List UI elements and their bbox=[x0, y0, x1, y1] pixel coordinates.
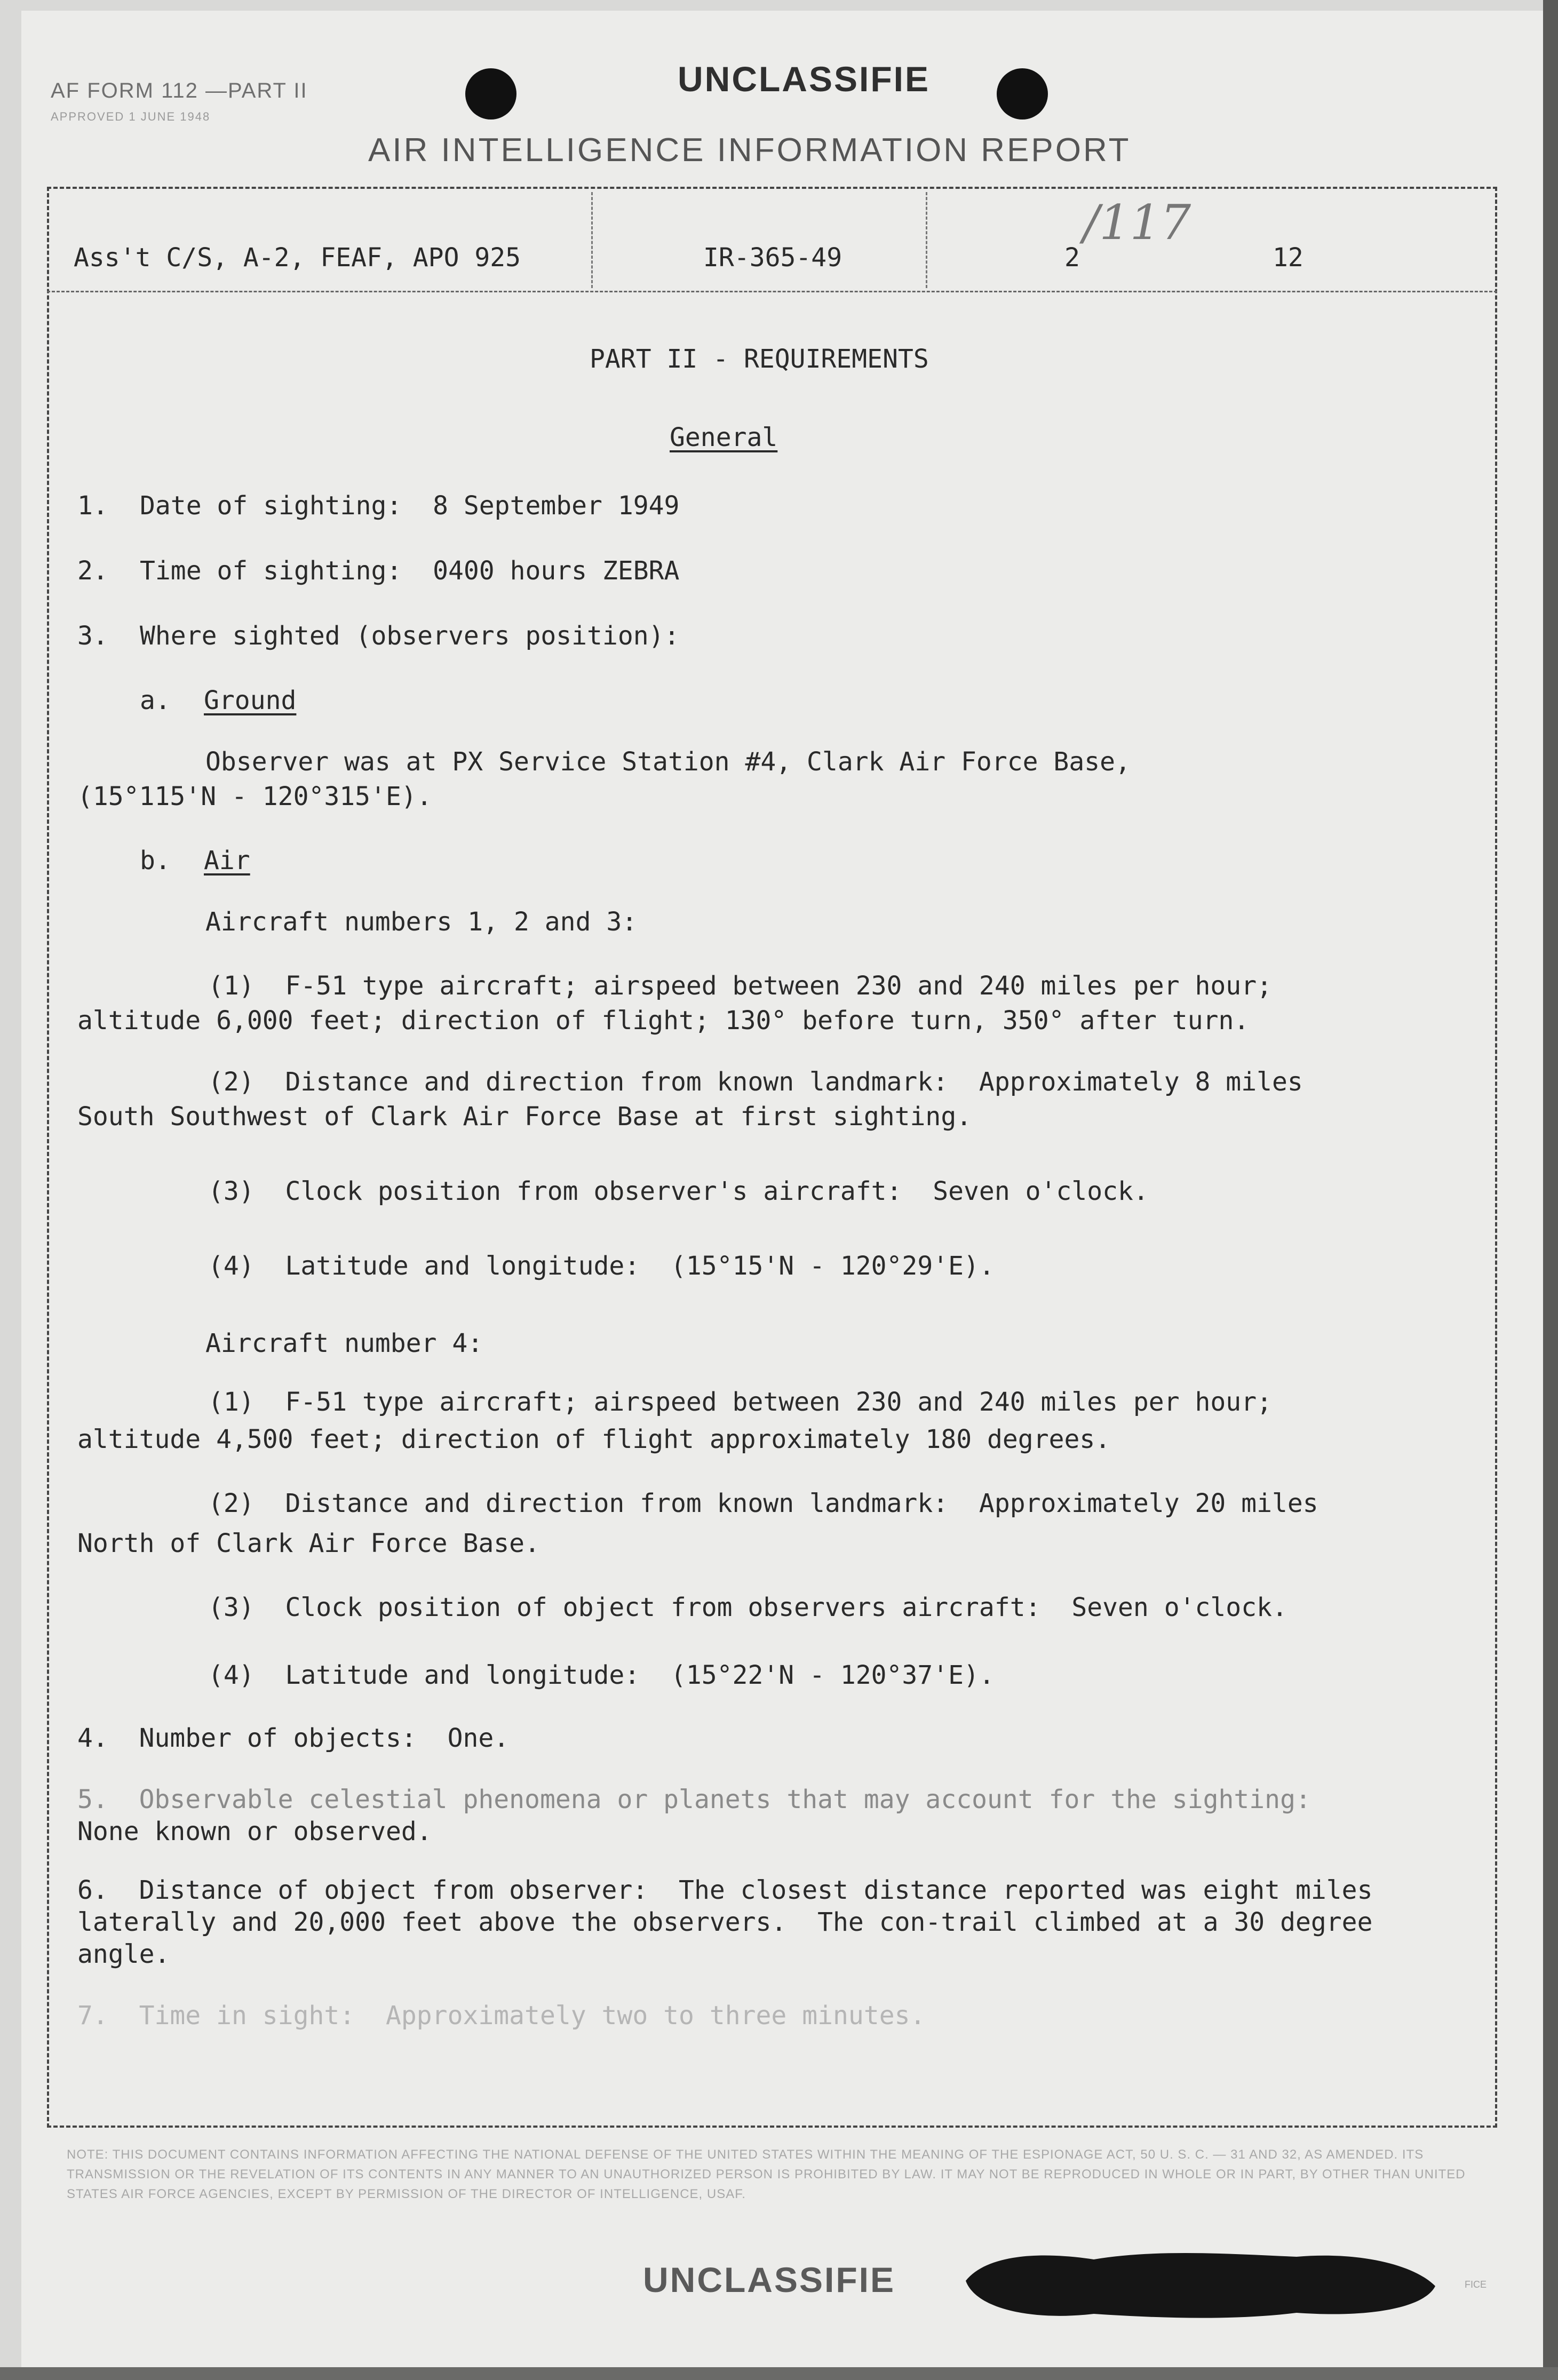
classification-stamp-bottom: UNCLASSIFIE bbox=[643, 2260, 896, 2299]
group-2-item-1-line-2: altitude 4,500 feet; direction of flight approximately 180 degrees. bbox=[77, 1424, 1111, 1454]
scan-edge-right bbox=[1543, 0, 1558, 2380]
item-3-number: 3. bbox=[77, 621, 108, 651]
security-notice: NOTE: THIS DOCUMENT CONTAINS INFORMATION AFFECTING THE NATIONAL DEFENSE OF THE UNITED STATES WITHIN THE MEANING OF THE ESPIONAGE ACT, 50 U. S. C. — 31 AND 32, AS AMENDED. ITS TRANSMISSION OR THE REVELATION OF ITS CONTENTS IN ANY MANNER TO AN UNAUTHORIZED PERSON IS PROHIBITED BY LAW. IT MAY NOT BE REPRODUCED IN WHOLE OR IN PART, BY OTHER THAN UNITED STATES AIR FORCE AGENCIES, EXCEPT BY PERMISSION OF THE DIRECTOR OF INTELLIGENCE, USAF. bbox=[67, 2147, 1466, 2201]
scan-edge-bottom bbox=[0, 2367, 1558, 2380]
subsection-title: General bbox=[670, 423, 778, 452]
redaction-blot bbox=[955, 2243, 1441, 2323]
group-2-item-2-line-2: North of Clark Air Force Base. bbox=[77, 1529, 540, 1558]
form-approval: APPROVED 1 JUNE 1948 bbox=[51, 110, 211, 123]
punch-hole-left bbox=[465, 68, 516, 120]
item-5-line-1: 5. Observable celestial phenomena or planets that may account for the sighting: bbox=[77, 1785, 1311, 1814]
item-1-number: 1. bbox=[77, 491, 108, 521]
air-heading: Air bbox=[204, 846, 250, 875]
ground-line-2: (15°115'N - 120°315'E). bbox=[77, 782, 432, 811]
item-5-line-2: None known or observed. bbox=[77, 1817, 432, 1846]
ground-letter: a. bbox=[140, 686, 171, 715]
group-1-item-3: (3) Clock position from observer's aircraft: Seven o'clock. bbox=[208, 1176, 1149, 1206]
air-letter: b. bbox=[140, 846, 171, 875]
group-1-item-2-line-1: (2) Distance and direction from known landmark: Approximately 8 miles bbox=[208, 1067, 1303, 1097]
punch-hole-right bbox=[997, 68, 1048, 120]
item-3-location: Where sighted (observers position): bbox=[140, 621, 680, 651]
ground-heading: Ground bbox=[204, 686, 297, 715]
handwritten-mark: /117 bbox=[1083, 195, 1191, 251]
section-title: PART II - REQUIREMENTS bbox=[590, 344, 929, 374]
ground-line-1: Observer was at PX Service Station #4, Clark Air Force Base, bbox=[205, 747, 1131, 777]
item-7-time-in-sight: 7. Time in sight: Approximately two to three minutes. bbox=[77, 2001, 926, 2031]
item-6-line-1: 6. Distance of object from observer: The closest distance reported was eight miles bbox=[77, 1875, 1373, 1905]
group-2-item-1-line-1: (1) F-51 type aircraft; airspeed between 230 and 240 miles per hour; bbox=[208, 1387, 1272, 1417]
item-6-line-3: angle. bbox=[77, 1939, 170, 1969]
group-2-item-2-line-1: (2) Distance and direction from known landmark: Approximately 20 miles bbox=[208, 1489, 1318, 1518]
item-2-time: Time of sighting: 0400 hours ZEBRA bbox=[140, 556, 680, 586]
header-column-divider bbox=[591, 192, 593, 288]
item-4-objects: 4. Number of objects: One. bbox=[77, 1723, 510, 1753]
group-2-item-4: (4) Latitude and longitude: (15°22'N - 120°37'E). bbox=[208, 1660, 995, 1690]
aircraft-group-1-title: Aircraft numbers 1, 2 and 3: bbox=[205, 907, 638, 937]
group-1-item-1-line-2: altitude 6,000 feet; direction of flight; 130° before turn, 350° after turn. bbox=[77, 1006, 1250, 1036]
group-1-item-4: (4) Latitude and longitude: (15°15'N - 120°29'E). bbox=[208, 1251, 995, 1281]
header-from: Ass't C/S, A-2, FEAF, APO 925 bbox=[74, 243, 521, 273]
header-column-divider bbox=[926, 192, 927, 288]
classification-stamp-top: UNCLASSIFIE bbox=[678, 59, 931, 99]
form-number: AF FORM 112 —PART II bbox=[51, 79, 308, 102]
header-report-number: IR-365-49 bbox=[703, 243, 842, 273]
header-page-number: 2 bbox=[1064, 243, 1080, 273]
group-1-item-1-line-1: (1) F-51 type aircraft; airspeed between 230 and 240 miles per hour; bbox=[208, 971, 1272, 1001]
group-1-item-2-line-2: South Southwest of Clark Air Force Base at first sighting. bbox=[77, 1102, 972, 1132]
item-2-number: 2. bbox=[77, 556, 108, 586]
item-6-line-2: laterally and 20,000 feet above the observers. The con-trail climbed at a 30 degree bbox=[77, 1907, 1373, 1937]
item-1-date: Date of sighting: 8 September 1949 bbox=[140, 491, 680, 521]
header-divider bbox=[47, 291, 1497, 292]
redaction-residue-text: FICE bbox=[1465, 2279, 1487, 2290]
report-title: AIR INTELLIGENCE INFORMATION REPORT bbox=[368, 132, 1131, 169]
header-of-pages: 12 bbox=[1273, 243, 1303, 273]
group-2-item-3: (3) Clock position of object from observers aircraft: Seven o'clock. bbox=[208, 1593, 1287, 1622]
aircraft-group-2-title: Aircraft number 4: bbox=[205, 1328, 483, 1358]
